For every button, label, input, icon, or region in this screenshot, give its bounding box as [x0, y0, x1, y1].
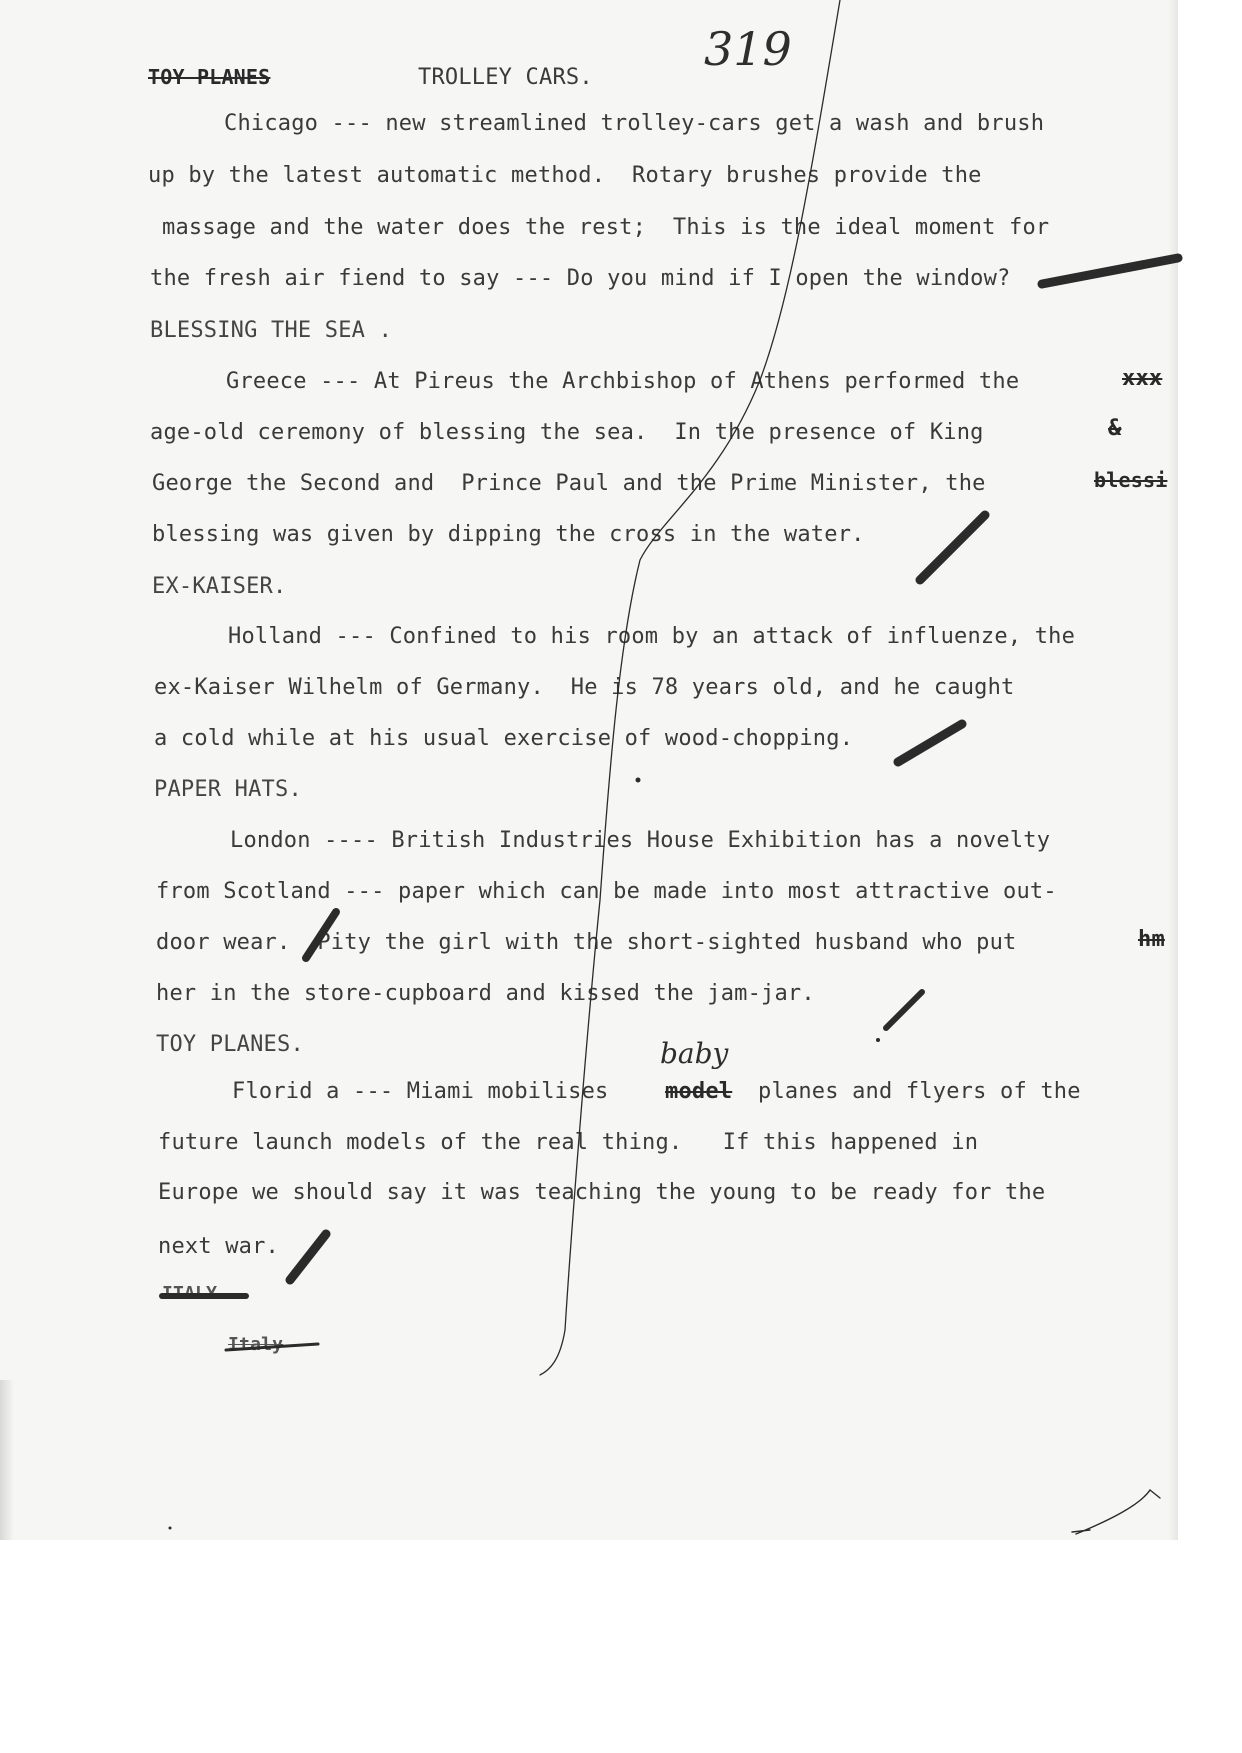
stray-mark [1076, 1490, 1150, 1534]
item-end-mark [920, 515, 985, 580]
story-line: Europe we should say it was teaching the young to be ready for the [158, 1180, 1046, 1205]
story-heading: EX-KAISER. [152, 574, 287, 599]
struck-header: TOY PLANES [148, 65, 271, 89]
story-heading: PAPER HATS. [154, 777, 302, 802]
story-line: Holland --- Confined to his room by an attack of influenze, the [228, 624, 1076, 649]
struck-word: model [665, 1079, 733, 1104]
story-line: age-old ceremony of blessing the sea. In the presence of King [150, 420, 984, 445]
item-end-mark [1042, 258, 1178, 284]
story-line: future launch models of the real thing. If this happened in [158, 1130, 979, 1155]
story-line: Chicago --- new streamlined trolley-cars get a wash and brush [224, 111, 1045, 136]
story-line: Greece --- At Pireus the Archbishop of Athens performed the [226, 369, 1020, 394]
item-end-mark [886, 992, 922, 1028]
story-heading: BLESSING THE SEA . [150, 318, 393, 343]
story-line: up by the latest automatic method. Rotary brushes provide the [148, 163, 982, 188]
item-end-mark [898, 724, 962, 762]
story-line: George the Second and Prince Paul and the Prime Minister, the [152, 471, 986, 496]
story-line: next war. [158, 1234, 280, 1259]
stray-dot [636, 778, 641, 783]
story-line: from Scotland --- paper which can be made into most attractive out- [156, 879, 1057, 904]
strike-bar [226, 1344, 318, 1350]
handwritten-insert: baby [660, 1037, 729, 1070]
struck-word: & [1108, 416, 1122, 441]
stray-mark [1150, 1490, 1160, 1498]
stray-dot [169, 1527, 172, 1530]
struck-word: xxx [1122, 366, 1163, 391]
story-line: massage and the water does the rest; This is the ideal moment for [162, 215, 1050, 240]
struck-word: blessi [1094, 468, 1168, 492]
story-line: a cold while at his usual exercise of wood-chopping. [154, 726, 854, 751]
story-line: London ---- British Industries House Exhibition has a novelty [230, 828, 1051, 853]
struck-footer-word: ITALY [162, 1283, 218, 1304]
story-line: Florid a --- Miami mobilises [232, 1079, 609, 1104]
page-title: TROLLEY CARS. [418, 65, 593, 90]
story-line: door wear. Pity the girl with the short-sighted husband who put [156, 930, 1017, 955]
story-line: her in the store-cupboard and kissed the jam-jar. [156, 981, 815, 1006]
story-line: ex-Kaiser Wilhelm of Germany. He is 78 years old, and he caught [154, 675, 1015, 700]
story-line: planes and flyers of the [758, 1079, 1081, 1104]
stray-dot [876, 1038, 880, 1042]
story-heading: TOY PLANES. [156, 1032, 304, 1057]
vertical-edit-line [540, 0, 840, 1375]
story-line: the fresh air fiend to say --- Do you mind if I open the window? [150, 266, 1011, 291]
struck-footer-word: Italy [228, 1334, 284, 1355]
stray-mark [1072, 1530, 1090, 1532]
item-end-mark [306, 912, 336, 958]
story-line: blessing was given by dipping the cross in the water. [152, 522, 865, 547]
page-number-annotation: 319 [704, 22, 792, 76]
item-end-mark [290, 1234, 326, 1280]
struck-word: hm [1138, 927, 1165, 952]
